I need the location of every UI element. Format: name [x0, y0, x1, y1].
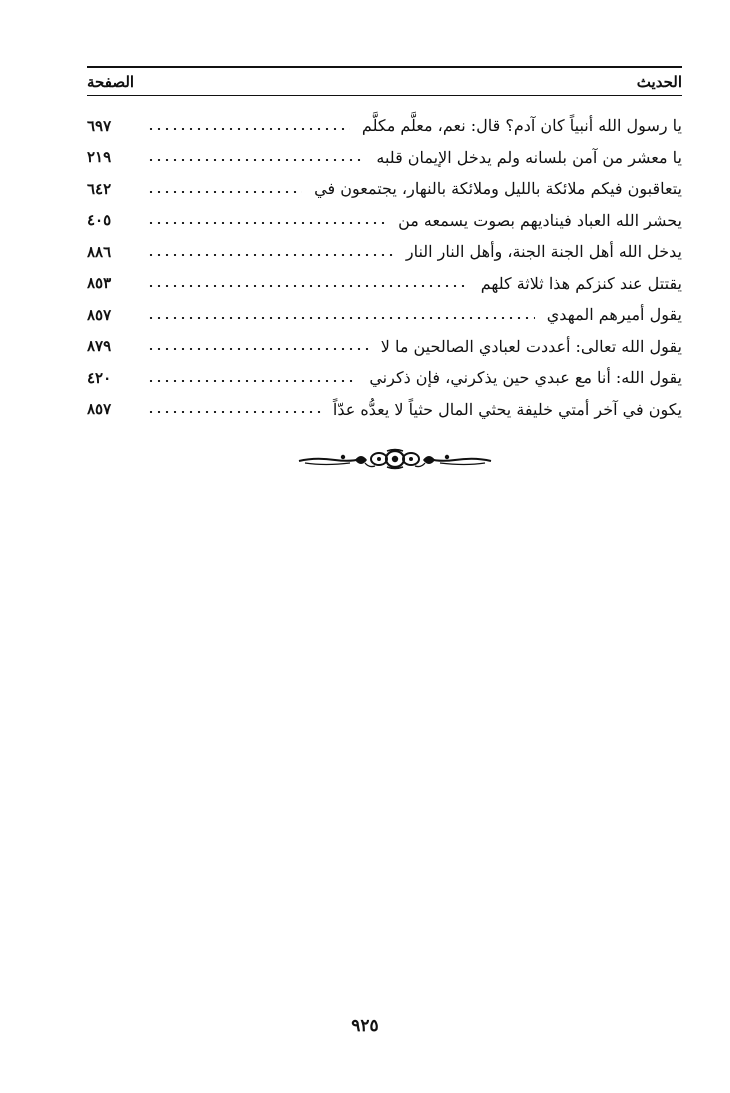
- page-reference: ٢١٩: [87, 148, 112, 167]
- hadith-text: يا رسول الله أنبياً كان آدم؟ قال: نعم، معلَّم مكلَّم: [361, 116, 682, 136]
- dot-leader: [147, 411, 321, 413]
- page-reference: ٨٥٧: [87, 305, 112, 324]
- page-reference: ٨٥٧: [87, 400, 112, 419]
- list-item: [87, 236, 682, 268]
- dot-leader: [147, 285, 469, 287]
- list-item: [87, 268, 682, 300]
- page-reference: ٨٧٩: [87, 337, 112, 356]
- dot-leader: [147, 159, 364, 161]
- page-number: ٩٢٥: [351, 1016, 379, 1036]
- table-header: [87, 66, 682, 96]
- hadith-index-list: [87, 110, 682, 425]
- header-hadith-label: الحديث: [636, 72, 682, 91]
- hadith-text: يدخل الله أهل الجنة الجنة، وأهل النار النار: [405, 242, 682, 262]
- dot-leader: [147, 128, 350, 130]
- hadith-text: يقول الله تعالى: أعددت لعبادي الصالحين ما لا: [380, 336, 682, 356]
- list-item: [87, 331, 682, 363]
- dot-leader: [147, 222, 386, 224]
- list-item: [87, 394, 682, 426]
- hadith-text: يا معشر من آمن بلسانه ولم يدخل الإيمان قلبه: [376, 147, 682, 167]
- page-reference: ٤٢٠: [87, 368, 112, 387]
- page-reference: ٨٥٣: [87, 274, 112, 293]
- dot-leader: [147, 191, 302, 193]
- dot-leader: [147, 317, 535, 319]
- hadith-text: يتعاقبون فيكم ملائكة بالليل وملائكة بالنهار، يجتمعون في: [314, 179, 682, 199]
- list-item: [87, 142, 682, 174]
- header-page-label: الصفحة: [87, 72, 135, 91]
- hadith-text: يقتتل عند كنزكم هذا ثلاثة كلهم: [480, 273, 682, 293]
- floral-divider-icon: [295, 448, 495, 470]
- hadith-text: يقول الله: أنا مع عبدي حين يذكرني، فإن ذكرني: [369, 368, 682, 388]
- page-reference: ٨٨٦: [87, 242, 112, 261]
- dot-leader: [147, 348, 369, 350]
- page-reference: ٦٩٧: [87, 116, 112, 135]
- dot-leader: [147, 380, 357, 382]
- page-reference: ٦٤٢: [87, 179, 112, 198]
- hadith-text: يقول أميرهم المهدي: [546, 305, 682, 325]
- list-item: [87, 173, 682, 205]
- list-item: [87, 299, 682, 331]
- list-item: [87, 110, 682, 142]
- hadith-text: يحشر الله العباد فيناديهم بصوت يسمعه من: [398, 210, 682, 230]
- hadith-text: يكون في آخر أمتي خليفة يحثي المال حثياً لا يعدُّه عدّاً: [332, 399, 682, 419]
- page-reference: ٤٠٥: [87, 211, 112, 230]
- list-item: [87, 362, 682, 394]
- dot-leader: [147, 254, 394, 256]
- list-item: [87, 205, 682, 237]
